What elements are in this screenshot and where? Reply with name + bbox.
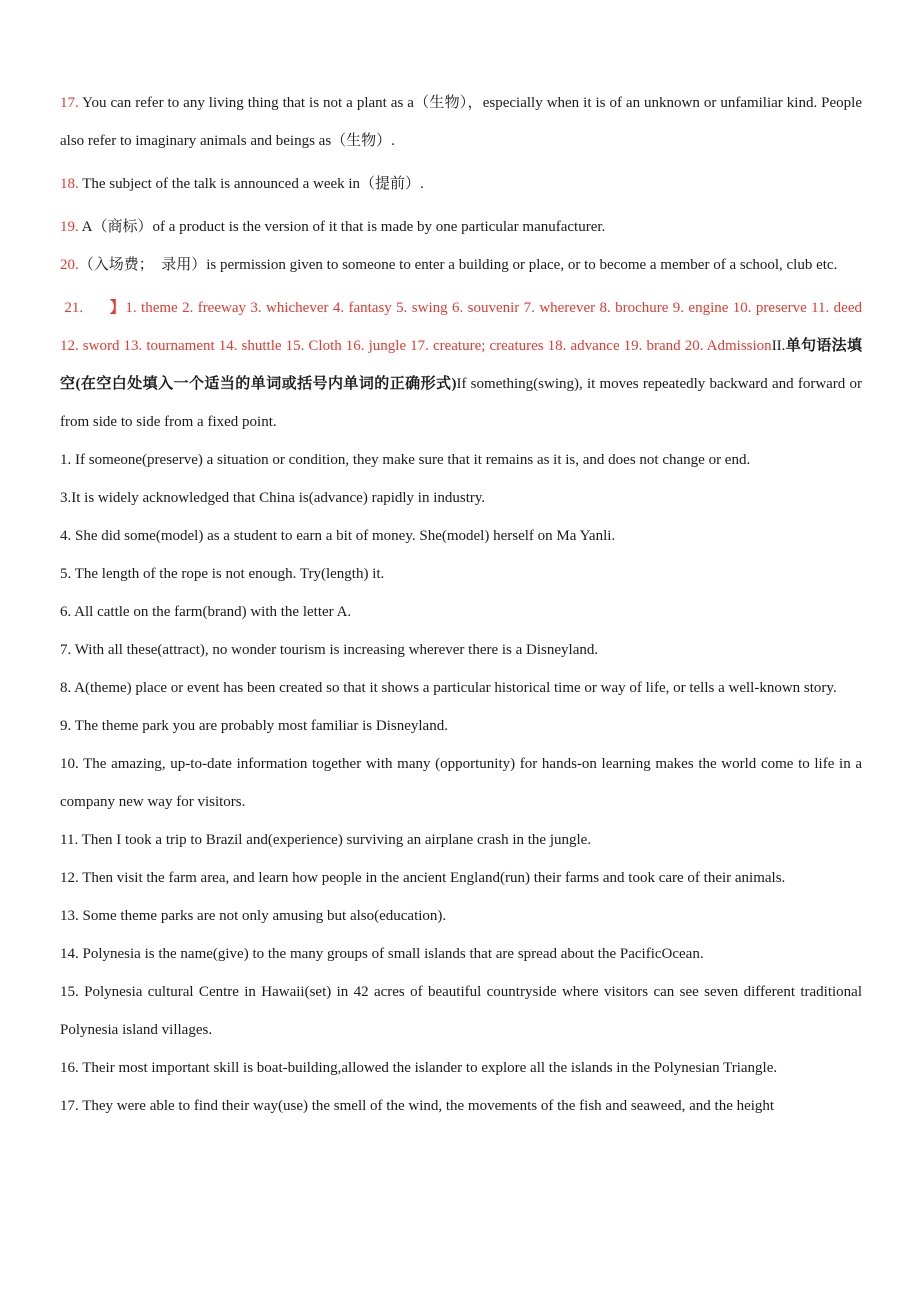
question-number: 20. xyxy=(60,257,79,273)
list-item: 17. They were able to find their way(use) the smell of the wind, the movements of the fish and seaweed, and the height xyxy=(60,1098,775,1114)
list-item: 11. Then I took a trip to Brazil and(experience) surviving an airplane crash in the jungle. xyxy=(60,832,592,848)
list-item: 7. With all these(attract), no wonder tourism is increasing wherever there is a Disneyland. xyxy=(60,642,599,658)
list-item: 8. A(theme) place or event has been created so that it shows a particular historical time or way of life, or tells a well-known story. xyxy=(60,680,837,696)
section-heading-roman: II. xyxy=(771,338,786,354)
question-18 xyxy=(60,165,862,203)
question-19 xyxy=(60,208,862,246)
question-number: 18. xyxy=(60,176,79,192)
document-page xyxy=(60,84,862,1125)
intro-question: If something(swing), it moves repeatedly backward and forward or from side to side from a fixed point. xyxy=(60,376,862,430)
question-text: A（商标）of a product is the version of it that is made by one particular manufacturer. xyxy=(78,219,606,235)
list-item: 12. Then visit the farm area, and learn how people in the ancient England(run) their farms and took care of their animals. xyxy=(60,870,786,886)
question-17 xyxy=(60,84,862,160)
list-item: 3.It is widely acknowledged that China is(advance) rapidly in industry. xyxy=(60,490,486,506)
list-item: 15. Polynesia cultural Centre in Hawaii(set) in 42 acres of beautiful countryside where visitors can see seven different traditional Polynesia island villages. xyxy=(60,984,862,1038)
question-text: You can refer to any living thing that is not a plant as a（生物），especially when it is of an unknown or unfamiliar kind. People also refer to imaginary animals and beings as（生物）. xyxy=(60,95,862,149)
answer-number: 21. xyxy=(64,300,84,316)
section-heading: 单句语法填空(在空白处填入一个适当的单词或括号内单词的正确形式) xyxy=(60,338,862,392)
list-item: 4. She did some(model) as a student to earn a bit of money. She(model) herself on Ma Yanli. xyxy=(60,528,616,544)
list-item: 13. Some theme parks are not only amusing but also(education). xyxy=(60,908,447,924)
question-number: 17. xyxy=(60,95,79,111)
question-number: 19. xyxy=(60,219,79,235)
question-text: （入场费； 录用）is permission given to someone to enter a building or place, or to become a member of a school, club etc. xyxy=(78,257,838,273)
list-item: 14. Polynesia is the name(give) to the many groups of small islands that are spread about the PacificOcean. xyxy=(60,946,704,962)
question-20 xyxy=(60,246,862,284)
list-item: 9. The theme park you are probably most familiar is Disneyland. xyxy=(60,718,448,734)
answer-bracket: 】 xyxy=(109,300,126,316)
list-item: 16. Their most important skill is boat-building,allowed the islander to explore all the islands in the Polynesian Triangle. xyxy=(60,1060,778,1076)
list-item: 1. If someone(preserve) a situation or condition, they make sure that it remains as it is, and does not change or end. xyxy=(60,452,751,468)
list-item: 6. All cattle on the farm(brand) with the letter A. xyxy=(60,604,352,620)
answer-list: 1. theme 2. freeway 3. whichever 4. fantasy 5. swing 6. souvenir 7. wherever 8. brochure 9. engine 10. preserve 11. deed 12. sword 13. tournament 14. shuttle 15. Cloth 16. jungle 17. creature; creatures 18. advance 19. brand 20. Admission xyxy=(60,300,862,354)
list-item: 10. The amazing, up-to-date information together with many (opportunity) for hands-on learning makes the world come to life in a company new way for visitors. xyxy=(60,756,862,810)
question-text: The subject of the talk is announced a week in（提前）. xyxy=(78,176,424,192)
list-item: 5. The length of the rope is not enough. Try(length) it. xyxy=(60,566,385,582)
grammar-question-list xyxy=(60,441,862,1125)
answer-key xyxy=(60,289,862,441)
